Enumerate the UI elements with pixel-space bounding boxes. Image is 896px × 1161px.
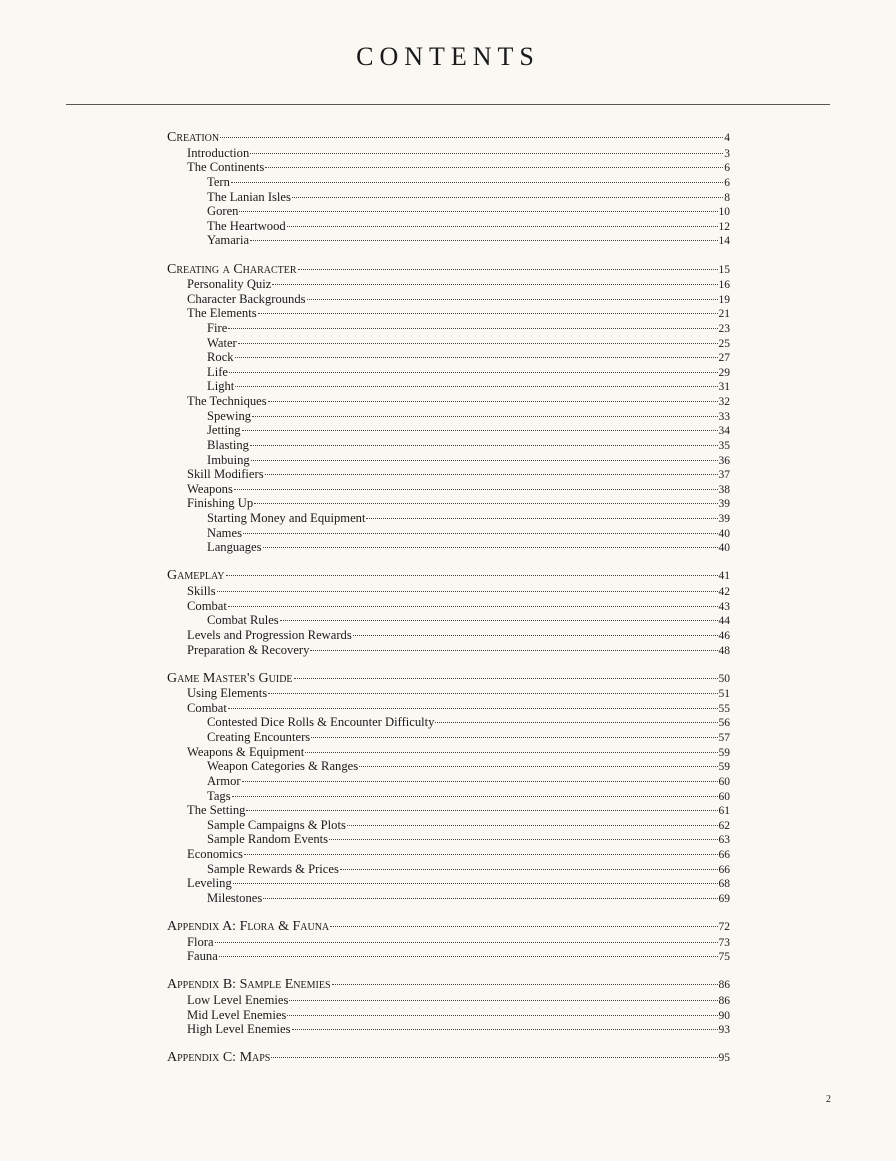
toc-entry — [187, 145, 730, 161]
toc-entry-label: Flora — [187, 934, 214, 949]
dot-leader — [250, 445, 718, 446]
toc-entry — [187, 583, 730, 599]
toc-entry — [187, 495, 730, 511]
dot-leader — [239, 211, 717, 212]
toc-entry-label: Combat Rules — [207, 613, 279, 628]
toc-entry — [187, 627, 730, 643]
toc-entry-label: Sample Campaigns & Plots — [207, 817, 346, 832]
toc-entry-page: 40 — [718, 527, 730, 540]
toc-entry — [167, 919, 730, 935]
toc-entry — [207, 189, 730, 205]
toc-entry-page: 23 — [718, 322, 730, 335]
dot-leader — [292, 197, 723, 198]
toc-entry-page: 32 — [718, 396, 730, 408]
toc-entry — [207, 758, 730, 774]
dot-leader — [242, 430, 718, 431]
toc-entry-page: 35 — [718, 439, 730, 452]
dot-leader — [226, 575, 718, 576]
toc-entry — [187, 642, 730, 658]
toc-entry — [187, 393, 730, 409]
toc-entry-page: 60 — [718, 790, 730, 803]
toc-entry-label: Sample Random Events — [207, 832, 329, 847]
toc-entry-page: 36 — [718, 454, 730, 467]
toc-entry — [187, 875, 730, 891]
dot-leader — [244, 854, 718, 855]
toc-entry-page: 10 — [718, 206, 730, 219]
dot-leader — [263, 547, 718, 548]
toc-entry-page: 75 — [718, 951, 730, 964]
toc-entry-page: 72 — [718, 921, 730, 933]
dot-leader — [359, 766, 717, 767]
toc-entry-label: Skills — [187, 584, 216, 598]
dot-leader — [235, 386, 717, 387]
dot-leader — [310, 650, 717, 651]
toc-entry-label: Using Elements — [187, 686, 268, 701]
toc-entry-label: Economics — [187, 847, 243, 861]
toc-entry-page: 66 — [718, 849, 730, 861]
toc-entry-label: Skill Modifiers — [187, 467, 264, 482]
dot-leader — [330, 926, 717, 927]
toc-entry-page: 55 — [718, 702, 730, 715]
dot-leader — [258, 313, 718, 314]
toc-entry-page: 40 — [718, 542, 730, 555]
toc-entry — [187, 846, 730, 862]
toc-entry — [207, 218, 730, 234]
toc-entry-label: Appendix C: Maps — [167, 1050, 271, 1066]
dot-leader — [268, 693, 717, 694]
toc-entry-label: Creation — [167, 130, 220, 145]
dot-leader — [235, 357, 718, 358]
toc-entry-label: Armor — [207, 773, 241, 788]
toc-entry-label: Weapon Categories & Ranges — [207, 759, 359, 774]
toc-entry-label: Blasting — [207, 437, 249, 452]
dot-leader — [219, 956, 718, 957]
dot-leader — [280, 620, 718, 621]
toc-entry — [167, 977, 730, 993]
dot-leader — [294, 678, 718, 679]
dot-leader — [311, 737, 717, 738]
toc-entry-page: 57 — [718, 732, 730, 745]
toc-entry — [187, 685, 730, 701]
title-divider — [66, 104, 830, 105]
toc-entry-label: Weapons — [187, 481, 233, 496]
toc-entry-label: Gameplay — [167, 568, 225, 584]
toc-entry-page: 60 — [718, 775, 730, 788]
toc-entry — [167, 130, 730, 146]
dot-leader — [366, 518, 717, 519]
toc-entry — [207, 437, 730, 453]
toc-entry — [207, 714, 730, 730]
toc-entry-label: Yamaria — [207, 233, 250, 248]
toc-entry-label: Life — [207, 364, 228, 379]
toc-entry — [167, 671, 730, 687]
toc-entry-page: 86 — [718, 979, 730, 992]
toc-entry-page: 31 — [718, 381, 730, 394]
toc-entry-label: Creating Encounters — [207, 730, 311, 745]
toc-entry-page: 51 — [718, 688, 730, 701]
toc-entry-page: 39 — [718, 513, 730, 525]
toc-entry-page: 12 — [718, 220, 730, 233]
toc-entry-label: The Elements — [187, 306, 257, 321]
toc-entry-label: Tern — [207, 174, 230, 189]
toc-entry-page: 6 — [724, 162, 730, 175]
dot-leader — [215, 942, 718, 943]
toc-entry-label: Combat — [187, 700, 227, 715]
toc-entry-label: The Setting — [187, 803, 246, 818]
toc-entry-page: 4 — [724, 132, 730, 144]
toc-entry-label: Tags — [207, 788, 231, 803]
toc-entry-page: 42 — [718, 586, 730, 598]
toc-entry-page: 33 — [718, 410, 730, 423]
toc-entry — [207, 831, 730, 847]
toc-entry-label: Preparation & Recovery — [187, 642, 310, 657]
toc-entry — [207, 510, 730, 526]
toc-entry — [187, 481, 730, 497]
toc-entry — [207, 773, 730, 789]
toc-entry — [187, 1007, 730, 1023]
toc-entry-label: Water — [207, 335, 237, 350]
toc-entry-label: Finishing Up — [187, 496, 254, 511]
toc-entry-page: 50 — [718, 672, 730, 685]
dot-leader — [228, 708, 718, 709]
toc-entry-page: 90 — [718, 1009, 730, 1022]
dot-leader — [217, 591, 718, 592]
toc-entry-page: 34 — [718, 425, 730, 438]
toc-entry-page: 66 — [718, 863, 730, 876]
toc-entry-label: High Level Enemies — [187, 1022, 291, 1037]
toc-entry-label: Languages — [207, 540, 262, 555]
toc-entry — [207, 232, 730, 248]
toc-entry-label: Fauna — [187, 949, 218, 964]
toc-entry-label: The Lanian Isles — [207, 189, 291, 204]
toc-entry-page: 59 — [718, 761, 730, 774]
toc-entry-label: Milestones — [207, 890, 263, 905]
dot-leader — [251, 460, 718, 461]
toc-entry-page: 44 — [718, 615, 730, 628]
toc-entry-label: Combat — [187, 598, 227, 613]
dot-leader — [252, 416, 717, 417]
toc-entry-page: 46 — [718, 629, 730, 642]
toc-entry-label: Introduction — [187, 145, 250, 160]
dot-leader — [242, 781, 718, 782]
dot-leader — [347, 825, 718, 826]
dot-leader — [340, 869, 718, 870]
dot-leader — [435, 722, 717, 723]
dot-leader — [250, 153, 723, 154]
toc-entry-page: 63 — [718, 834, 730, 847]
toc-entry-label: Game Master's Guide — [167, 670, 293, 686]
toc-entry-page: 41 — [718, 570, 730, 583]
toc-entry-label: Levels and Progression Rewards — [187, 627, 352, 642]
dot-leader — [263, 898, 717, 899]
toc-entry — [207, 349, 730, 365]
toc-entry-page: 69 — [718, 892, 730, 905]
toc-entry-page: 68 — [718, 878, 730, 891]
toc-entry — [187, 598, 730, 614]
toc-entry-page: 93 — [718, 1024, 730, 1037]
dot-leader — [229, 372, 718, 373]
toc-entry-label: Rock — [207, 350, 234, 365]
toc-entry-label: Names — [207, 525, 242, 540]
toc-entry-page: 37 — [718, 469, 730, 482]
toc-entry — [187, 744, 730, 760]
toc-entry-page: 19 — [718, 293, 730, 306]
toc-entry — [207, 422, 730, 438]
toc-entry-page: 14 — [718, 235, 730, 248]
toc-entry — [167, 1050, 730, 1066]
toc-entry — [187, 948, 730, 964]
dot-leader — [238, 343, 718, 344]
toc-entry — [187, 1021, 730, 1037]
dot-leader — [272, 284, 717, 285]
toc-entry-page: 3 — [724, 147, 730, 160]
toc-entry-page: 21 — [718, 308, 730, 321]
toc-entry — [207, 452, 730, 468]
toc-entry-label: The Continents — [187, 160, 265, 175]
dot-leader — [332, 984, 718, 985]
dot-leader — [228, 606, 718, 607]
toc-entry-page: 56 — [718, 717, 730, 730]
toc-entry — [207, 890, 730, 906]
toc-entry-label: Mid Level Enemies — [187, 1007, 287, 1022]
toc-entry-label: Goren — [207, 204, 239, 219]
dot-leader — [289, 1000, 717, 1001]
toc-entry-page: 59 — [718, 746, 730, 759]
dot-leader — [268, 401, 718, 402]
toc-entry — [207, 320, 730, 336]
toc-entry — [207, 174, 730, 190]
dot-leader — [233, 883, 718, 884]
toc-entry-label: Weapons & Equipment — [187, 744, 305, 759]
toc-entry-label: Leveling — [187, 876, 232, 891]
toc-entry — [167, 262, 730, 278]
toc-entry — [207, 203, 730, 219]
page-title: CONTENTS — [356, 42, 540, 71]
toc-entry-page: 73 — [718, 936, 730, 949]
toc-entry — [187, 159, 730, 175]
toc-entry-page: 86 — [718, 995, 730, 1007]
dot-leader — [265, 167, 723, 168]
toc-entry-page: 48 — [718, 644, 730, 657]
toc-entry — [187, 700, 730, 716]
page-number: 2 — [826, 1094, 831, 1105]
toc-entry — [187, 276, 730, 292]
dot-leader — [243, 533, 718, 534]
dot-leader — [231, 182, 723, 183]
toc-entry-label: The Heartwood — [207, 218, 286, 233]
dot-leader — [228, 328, 717, 329]
toc-entry — [207, 378, 730, 394]
toc-entry-label: Personality Quiz — [187, 277, 272, 292]
toc-entry-label: Starting Money and Equipment — [207, 511, 366, 525]
toc-entry-page: 6 — [724, 176, 730, 189]
toc-entry-label: Sample Rewards & Prices — [207, 861, 339, 876]
toc-entry — [207, 364, 730, 380]
toc-entry-label: Light — [207, 379, 235, 394]
toc-entry-label: Appendix A: Flora & Fauna — [167, 919, 330, 934]
toc-entry-page: 15 — [718, 263, 730, 276]
toc-entry-label: Creating a Character — [167, 261, 297, 277]
toc-entry-page: 95 — [718, 1052, 730, 1065]
dot-leader — [271, 1057, 717, 1058]
toc-entry — [207, 335, 730, 351]
dot-leader — [246, 810, 717, 811]
dot-leader — [329, 839, 717, 840]
dot-leader — [287, 226, 718, 227]
toc-entry-page: 8 — [724, 191, 730, 204]
toc-entry-page: 62 — [718, 819, 730, 832]
toc-entry-page: 61 — [718, 805, 730, 818]
dot-leader — [220, 137, 723, 138]
toc-entry — [187, 934, 730, 950]
toc-entry — [187, 466, 730, 482]
toc-entry-page: 39 — [718, 498, 730, 511]
toc-entry-label: Appendix B: Sample Enemies — [167, 977, 331, 993]
toc-entry-page: 16 — [718, 279, 730, 292]
toc-entry — [167, 568, 730, 584]
toc-entry-label: Contested Dice Rolls & Encounter Difficulty — [207, 715, 435, 730]
toc-entry-page: 29 — [718, 366, 730, 379]
toc-entry — [207, 408, 730, 424]
toc-entry-page: 25 — [718, 337, 730, 350]
dot-leader — [254, 503, 717, 504]
dot-leader — [287, 1015, 717, 1016]
dot-leader — [307, 299, 718, 300]
toc-entry-label: Spewing — [207, 408, 252, 423]
toc-entry-label: The Techniques — [187, 394, 267, 408]
toc-entry-label: Imbuing — [207, 452, 250, 467]
toc-entry — [187, 291, 730, 307]
dot-leader — [292, 1029, 718, 1030]
toc-entry — [187, 305, 730, 321]
toc-entry-page: 38 — [718, 483, 730, 496]
dot-leader — [232, 796, 718, 797]
toc-entry-label: Low Level Enemies — [187, 993, 289, 1007]
toc-entry — [207, 788, 730, 804]
dot-leader — [234, 489, 718, 490]
toc-entry — [207, 729, 730, 745]
toc-entry-label: Jetting — [207, 423, 241, 438]
dot-leader — [250, 240, 717, 241]
toc-entry — [207, 861, 730, 877]
toc-entry — [207, 539, 730, 555]
toc-entry — [207, 612, 730, 628]
dot-leader — [298, 269, 718, 270]
toc-entry-page: 27 — [718, 352, 730, 365]
toc-entry — [207, 817, 730, 833]
toc-entry — [187, 992, 730, 1008]
dot-leader — [305, 752, 717, 753]
toc-entry — [207, 525, 730, 541]
toc-entry — [187, 802, 730, 818]
dot-leader — [353, 635, 718, 636]
toc-entry-page: 43 — [718, 600, 730, 613]
dot-leader — [265, 474, 718, 475]
toc-entry-label: Fire — [207, 320, 228, 335]
toc-entry-label: Character Backgrounds — [187, 291, 306, 306]
